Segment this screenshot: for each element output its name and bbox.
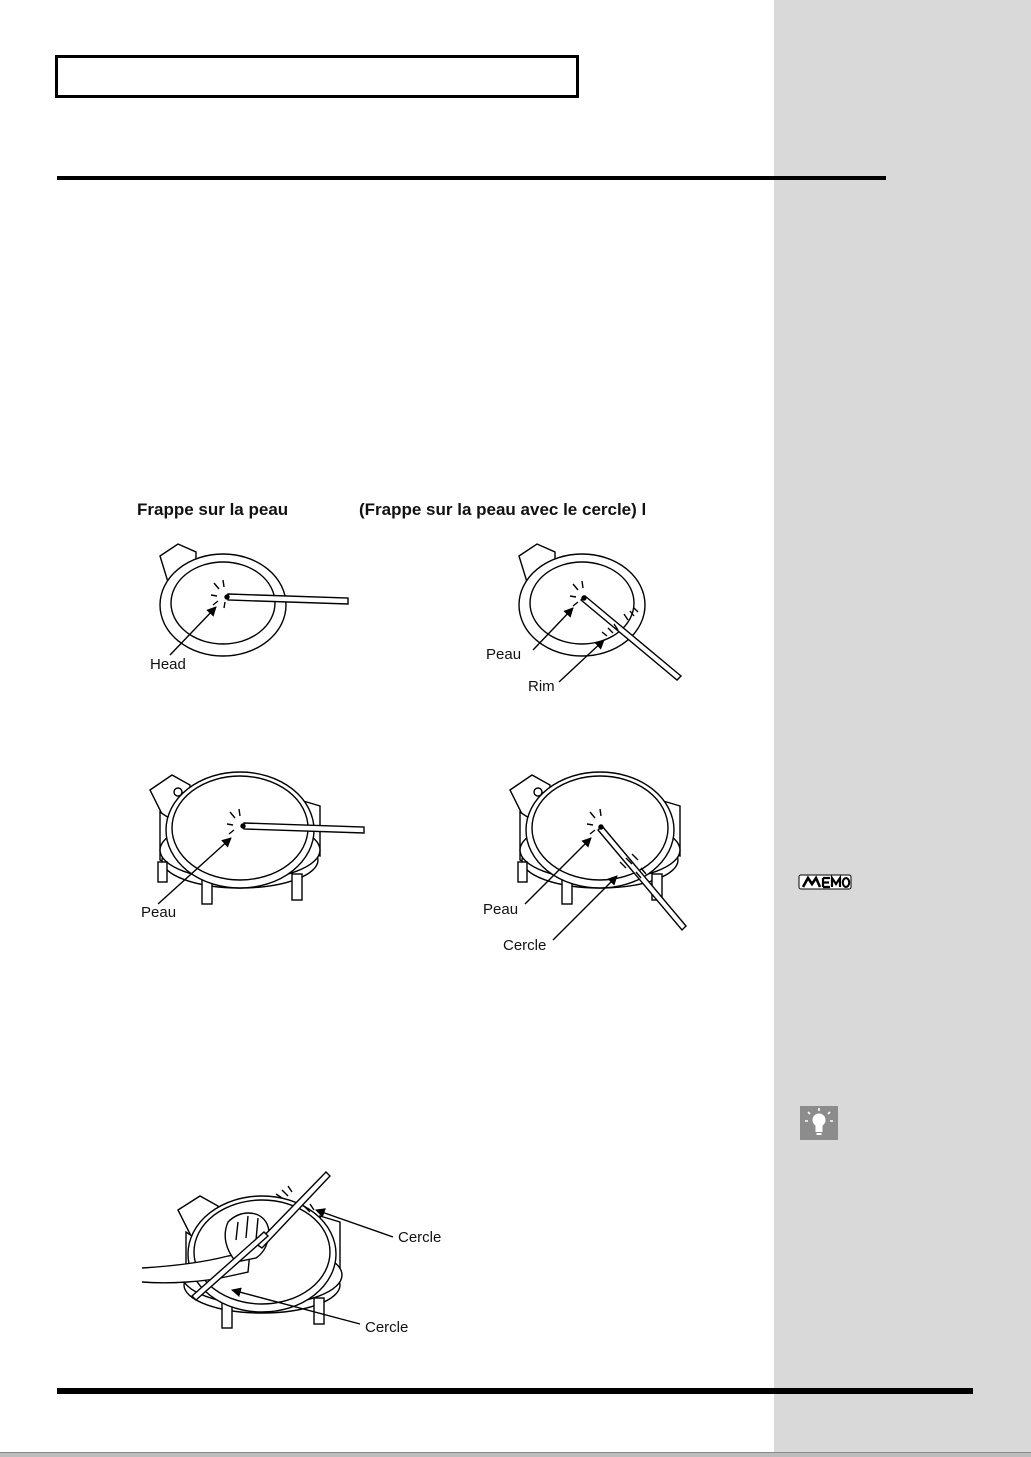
label-peau: Peau (141, 904, 177, 921)
lightbulb-icon (800, 1106, 838, 1140)
label-head: Head (150, 656, 186, 673)
label-cercle: Cercle (365, 1319, 409, 1336)
label-cercle: Cercle (398, 1229, 442, 1246)
heading-rim-shot: (Frappe sur la peau avec le cercle) l (359, 500, 647, 519)
figure-cross-stick (142, 1172, 393, 1328)
heading-head-strike: Frappe sur la peau (137, 500, 289, 519)
label-peau: Peau (483, 901, 519, 918)
figure-large-pad-head (150, 772, 364, 904)
label-rim: Rim (528, 678, 555, 695)
label-peau: Peau (486, 646, 522, 663)
label-cercle: Cercle (503, 937, 547, 954)
figure-small-pad-rim (519, 544, 681, 682)
figure-large-pad-rim (510, 772, 686, 940)
figure-small-pad-head (160, 544, 348, 656)
bottom-rule (57, 1388, 973, 1394)
memo-icon (798, 873, 852, 891)
